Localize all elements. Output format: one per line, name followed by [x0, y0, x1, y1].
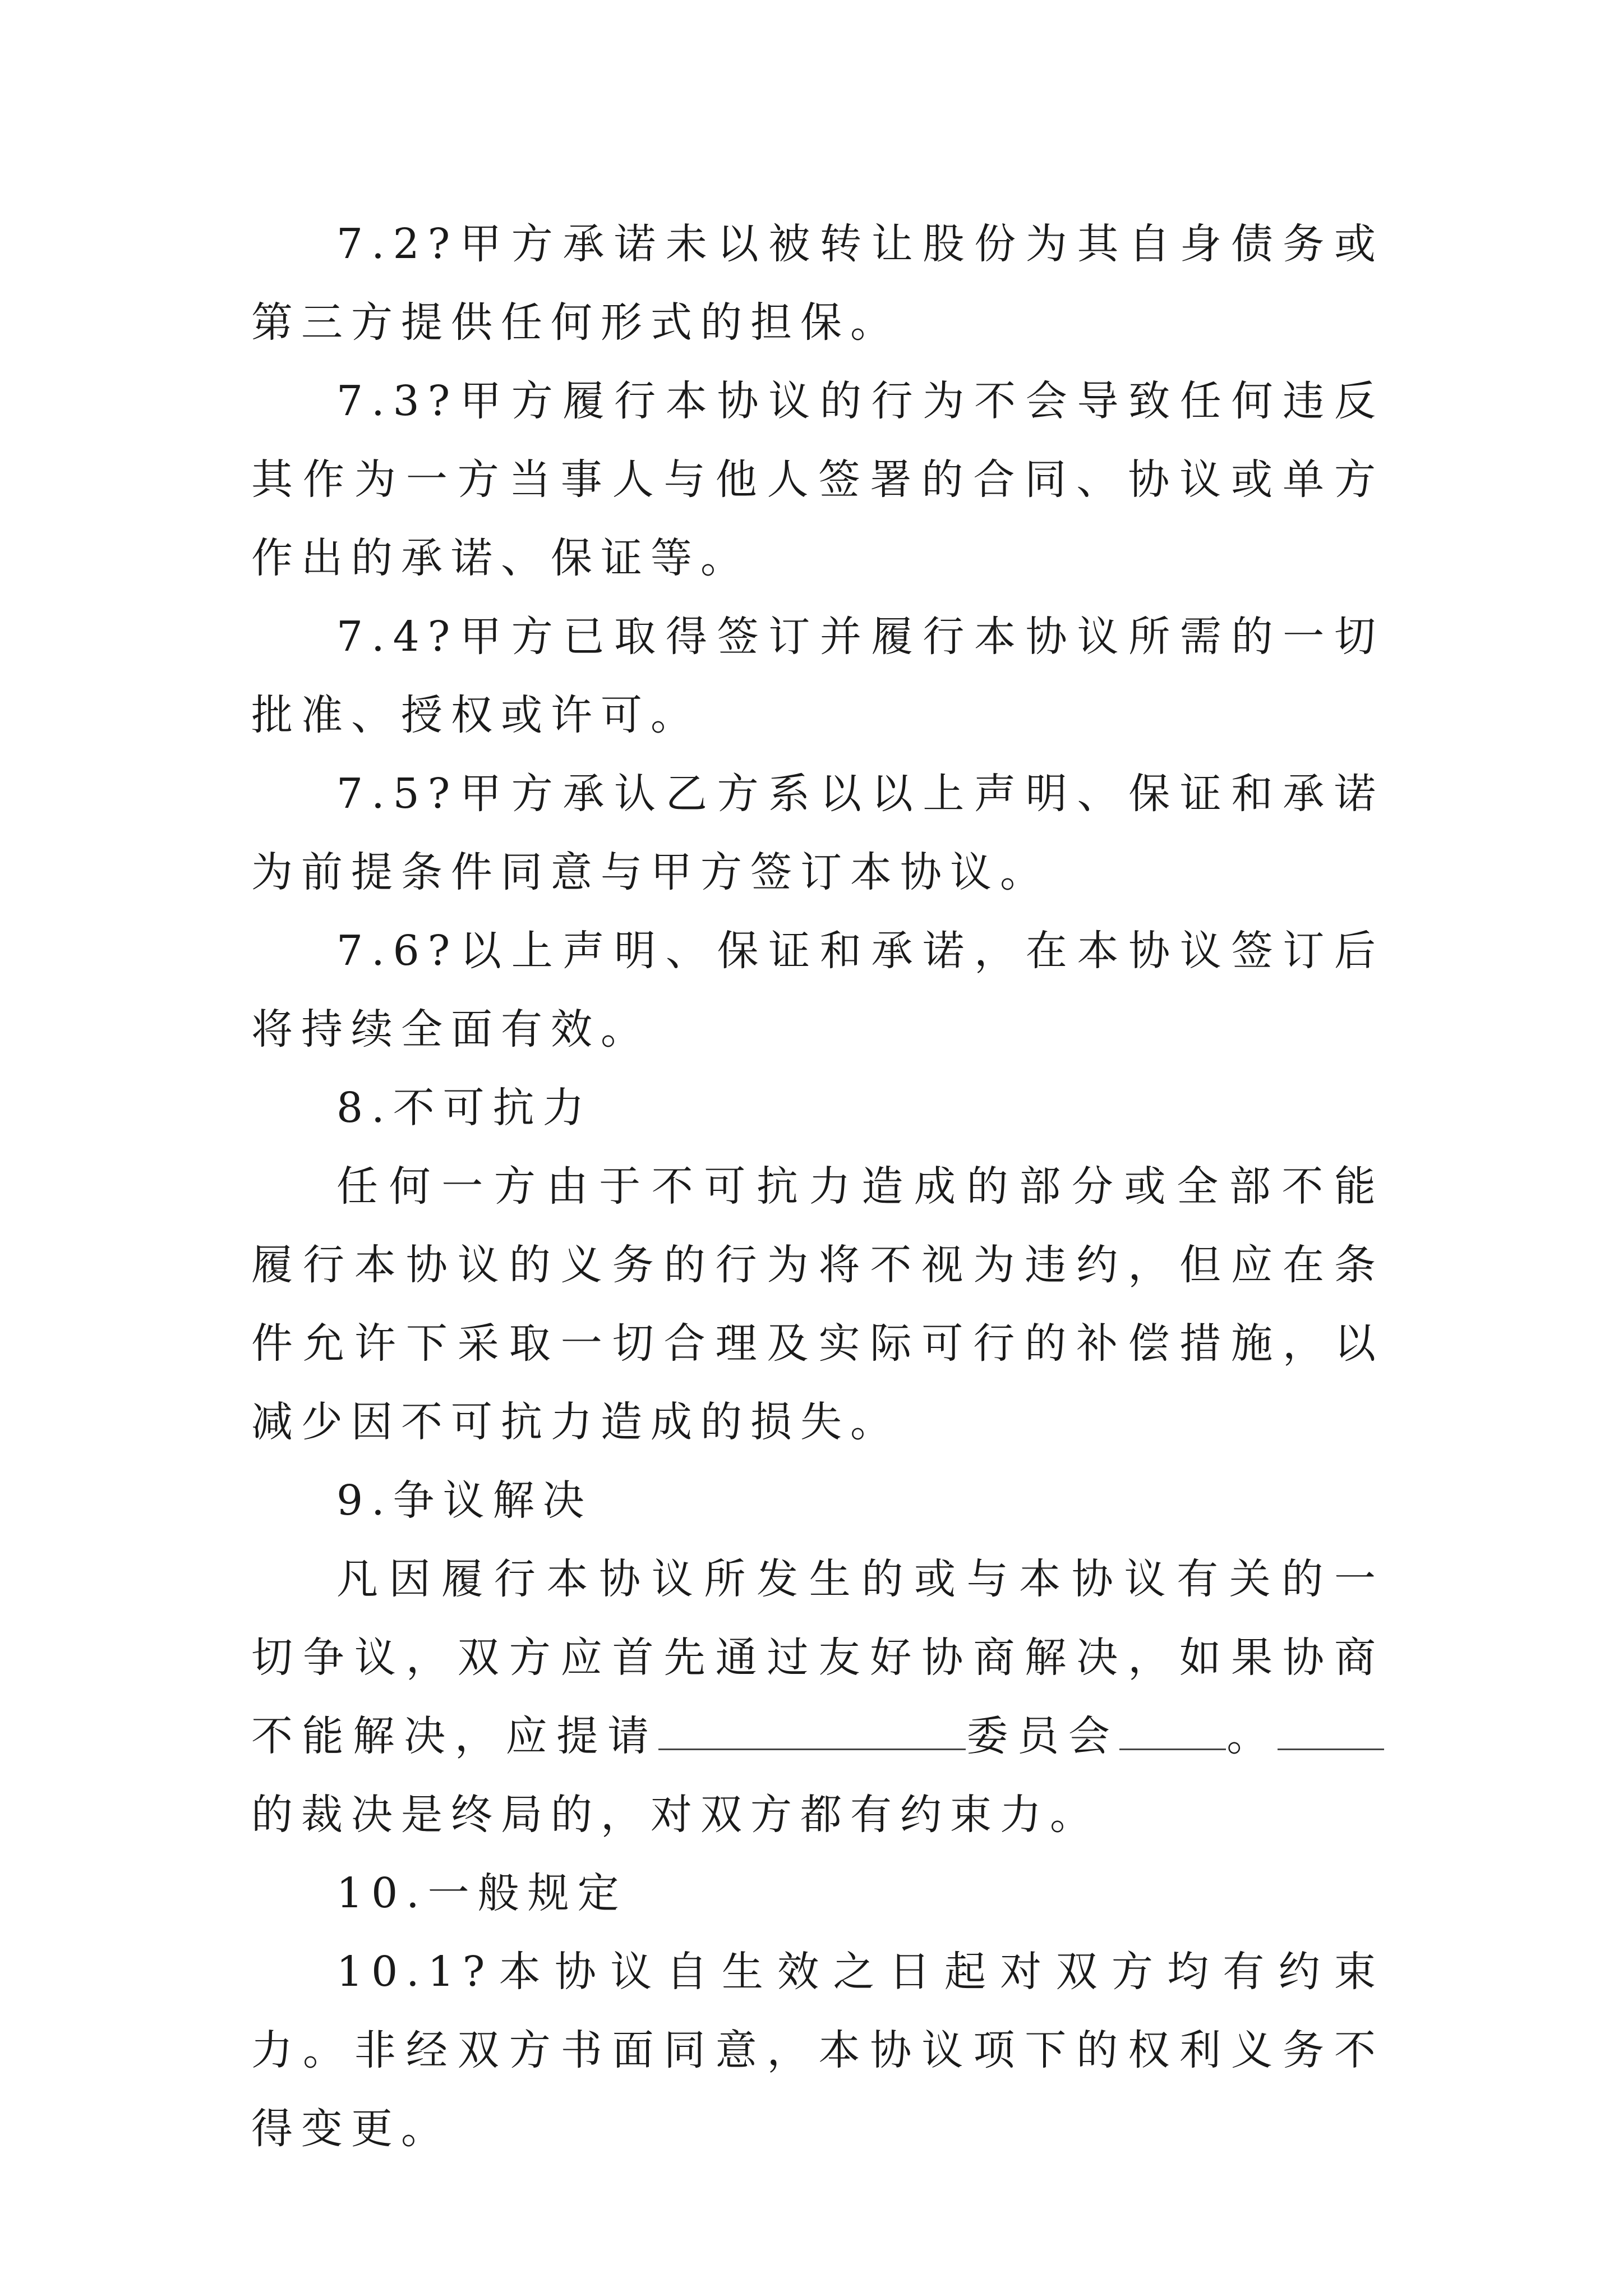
section-8-heading: 8.不可抗力	[336, 1084, 593, 1132]
document-body	[251, 205, 1384, 2168]
clause-9-text-3: 。	[1225, 1712, 1278, 1760]
arbitration-commission-blank	[658, 1711, 966, 1750]
clause-9-text-2: 委员会	[965, 1712, 1119, 1760]
clause-7-4: 7.4?甲方已取得签订并履行本协议所需的一切批准、授权或许可。	[251, 613, 1384, 739]
clause-7-3: 7.3?甲方履行本协议的行为不会导致任何违反其作为一方当事人与他人签署的合同、协议或单方作出的承诺、保证等。	[251, 377, 1384, 582]
clause-10-1: 10.1?本协议自生效之日起对双方均有约束力。非经双方书面同意，本协议项下的权利义务不得变更。	[251, 1948, 1384, 2153]
clause-7-2: 7.2?甲方承诺未以被转让股份为其自身债务或第三方提供任何形式的担保。	[251, 220, 1384, 347]
clause-7-6: 7.6?以上声明、保证和承诺，在本协议签订后将持续全面有效。	[251, 927, 1384, 1053]
section-10-heading: 10.一般规定	[336, 1869, 628, 1917]
clause-9-text-4: 的裁决是终局的，对双方都有约束力。	[251, 1791, 1100, 1839]
arbitration-rules-blank	[1119, 1711, 1226, 1750]
clause-9-body	[251, 1540, 1384, 1854]
section-9-heading: 9.争议解决	[336, 1476, 593, 1525]
clause-7-5: 7.5?甲方承认乙方系以以上声明、保证和承诺为前提条件同意与甲方签订本协议。	[251, 770, 1384, 896]
clause-8-body: 任何一方由于不可抗力造成的部分或全部不能履行本协议的义务的行为将不视为违约，但应在条件允许下采取一切合理及实际可行的补偿措施，以减少因不可抗力造成的损失。	[251, 1162, 1384, 1446]
arbitration-body-blank	[1278, 1711, 1384, 1750]
clause-9-text-1: 凡因履行本协议所发生的或与本协议有关的一切争议，双方应首先通过友好协商解决，如果协商不能解决，应提请	[251, 1555, 1384, 1760]
